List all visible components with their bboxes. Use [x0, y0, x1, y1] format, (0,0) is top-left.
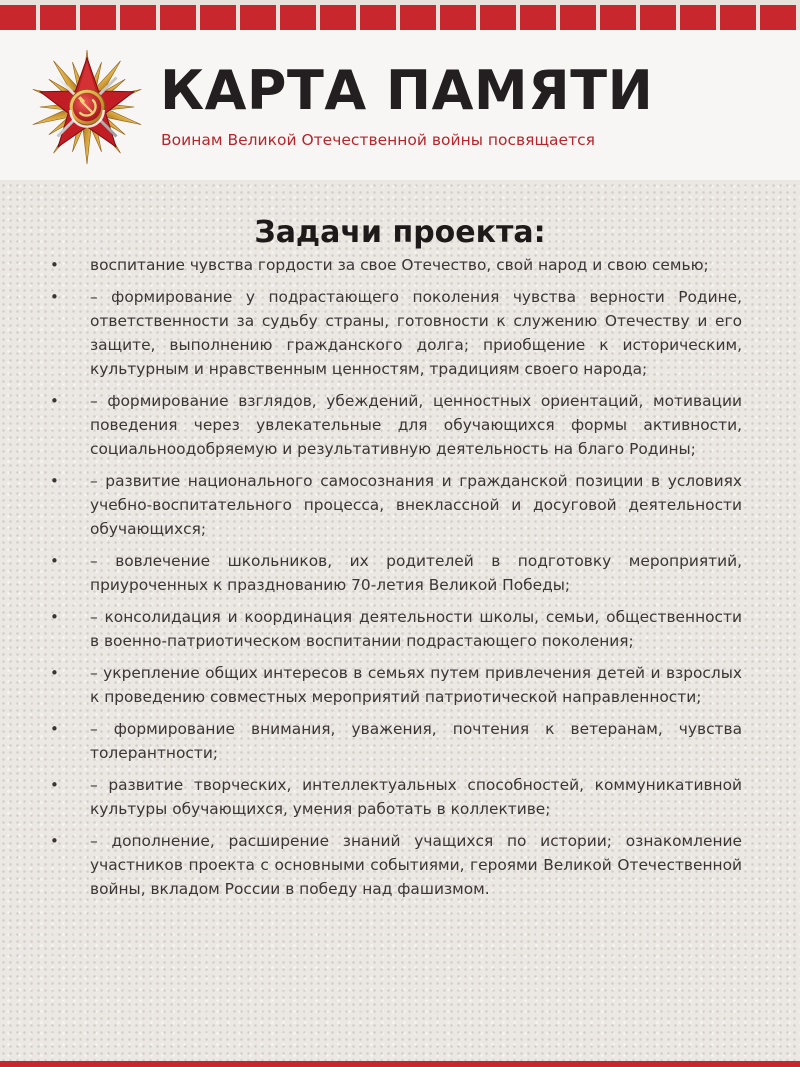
- task-text: – вовлечение школьников, их родителей в подготовку мероприятий, приуроченных к празднованию 70-летия Великой Победы;: [90, 552, 742, 594]
- list-item: [0, 661, 800, 709]
- tasks-list: [0, 253, 800, 909]
- bullet-icon: •: [50, 392, 59, 410]
- list-item: [0, 773, 800, 821]
- brand-title: КАРТА ПАМЯТИ: [160, 59, 654, 122]
- list-item: [0, 389, 800, 461]
- list-item: [0, 717, 800, 765]
- task-text: воспитание чувства гордости за свое Отечество, свой народ и свою семью;: [90, 256, 709, 274]
- bullet-icon: •: [50, 256, 59, 274]
- task-text: – дополнение, расширение знаний учащихся по истории; ознакомление участников проекта с основными событиями, героями Великой Отечественной войны, вкладом России в победу над фашизмом.: [90, 832, 742, 898]
- bullet-icon: •: [50, 608, 59, 626]
- bullet-icon: •: [50, 552, 59, 570]
- bullet-icon: •: [50, 472, 59, 490]
- bottom-decorative-border: [0, 1061, 800, 1067]
- task-text: – формирование у подрастающего поколения чувства верности Родине, ответственности за судьбу страны, готовности к служению Отечеству и его защите, выполнению гражданского долга; приобщение к историческим, культурным и нравственным ценностям, традициям своего народа;: [90, 288, 742, 378]
- brand-subtitle: Воинам Великой Отечественной войны посвящается: [161, 131, 595, 149]
- list-item: [0, 469, 800, 541]
- bullet-icon: •: [50, 832, 59, 850]
- list-item: [0, 605, 800, 653]
- page-title: Задачи проекта:: [254, 215, 546, 251]
- order-of-patriotic-war-star-icon: [28, 48, 146, 166]
- task-text: – формирование взглядов, убеждений, ценностных ориентаций, мотивации поведения через увлекательные для обучающихся формы активности, социальноодобряемую и результативную деятельность на благо Родины;: [90, 392, 742, 458]
- task-text: – развитие творческих, интеллектуальных способностей, коммуникативной культуры обучающихся, умения работать в коллективе;: [90, 776, 742, 818]
- bullet-icon: •: [50, 720, 59, 738]
- task-text: – развитие национального самосознания и гражданской позиции в условиях учебно-воспитательного процесса, внеклассной и досуговой деятельности обучающихся;: [90, 472, 742, 538]
- task-text: – формирование внимания, уважения, почтения к ветеранам, чувства толерантности;: [90, 720, 742, 762]
- list-item: [0, 829, 800, 901]
- bullet-icon: •: [50, 664, 59, 682]
- list-item: [0, 285, 800, 381]
- bullet-icon: •: [50, 288, 59, 306]
- task-text: – укрепление общих интересов в семьях путем привлечения детей и взрослых к проведению совместных мероприятий патриотической направленности;: [90, 664, 742, 706]
- list-item: [0, 549, 800, 597]
- bullet-icon: •: [50, 776, 59, 794]
- top-decorative-border: [0, 0, 800, 30]
- task-text: – консолидация и координация деятельности школы, семьи, общественности в военно-патриотическом воспитании подрастающего поколения;: [90, 608, 742, 650]
- list-item: [0, 253, 800, 277]
